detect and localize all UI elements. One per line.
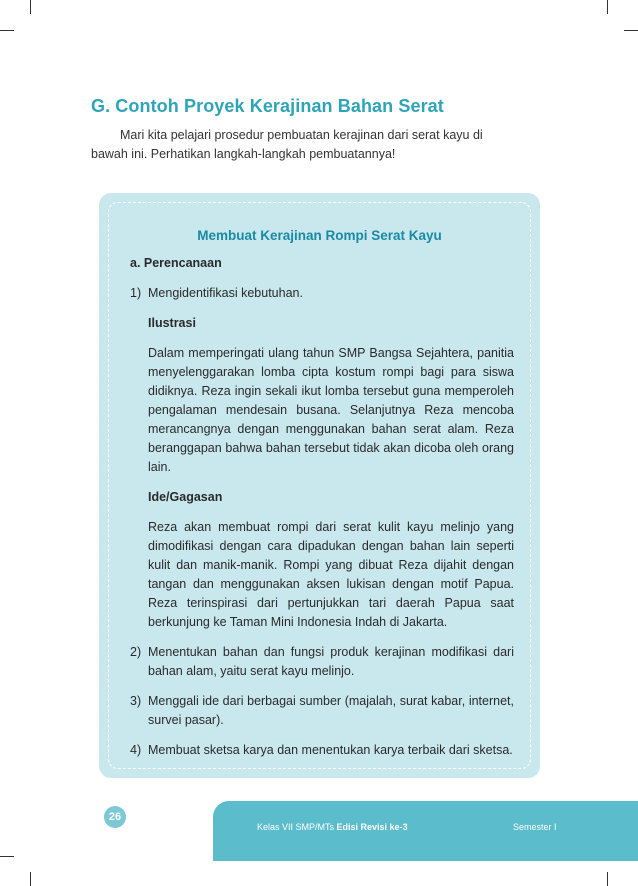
box-title: Membuat Kerajinan Rompi Serat Kayu <box>197 228 442 243</box>
crop-mark <box>607 872 608 886</box>
section-heading: a. Perencanaan <box>130 256 222 270</box>
crop-mark <box>607 0 608 14</box>
item-text: Menentukan bahan dan fungsi produk kerajinan modifikasi dari bahan alam, yaitu serat kayu melinjo. <box>148 645 514 678</box>
list-item <box>130 692 514 730</box>
item-number: 4) <box>130 743 142 757</box>
box-content <box>130 254 514 771</box>
item-text: Membuat sketsa karya dan menentukan karya terbaik dari sketsa. <box>148 743 513 757</box>
footer-book-label <box>257 822 408 832</box>
list-item <box>130 741 514 760</box>
list-item <box>130 643 514 681</box>
intro-paragraph <box>91 126 511 164</box>
ilustrasi-text: Dalam memperingati ulang tahun SMP Bangsa Sejahtera, panitia menyelenggarakan lomba cipta kostum rompi bagi para siswa didiknya. Reza ingin sekali ikut lomba tersebut guna memperoleh pengalaman mendesain busana. Selanjutnya Reza mencoba merancangnya dengan menggunakan bahan serat alam. Reza beranggapan bahwa bahan tersebut tidak akan dicoba oleh orang lain. <box>148 346 514 474</box>
list-item <box>130 284 514 303</box>
book-label: Kelas VII SMP/MTs <box>257 822 337 832</box>
crop-mark <box>30 0 31 14</box>
item-text: Menggali ide dari berbagai sumber (majalah, surat kabar, internet, survei pasar). <box>148 694 514 727</box>
intro-line: Mari kita pelajari prosedur pembuatan kerajinan dari serat kayu di <box>120 128 483 142</box>
section-title: G. Contoh Proyek Kerajinan Bahan Serat <box>91 96 444 116</box>
edition-label: Edisi Revisi ke-3 <box>336 822 408 832</box>
semester-label: Semester I <box>513 822 557 832</box>
crop-mark <box>0 30 14 31</box>
intro-line: bawah ini. Perhatikan langkah-langkah pembuatannya! <box>91 147 396 161</box>
item-number: 3) <box>130 694 142 708</box>
crop-mark <box>0 856 14 857</box>
ide-text: Reza akan membuat rompi dari serat kulit kayu melinjo yang dimodifikasi dengan cara dipadukan dengan bahan lain seperti kulit dan manik-manik. Rompi yang dibuat Reza dijahit dengan tangan dan menggunakan aksen lukisan dengan motif Papua. Reza terinspirasi dari pertunjukkan tari daerah Papua saat berkunjung ke Taman Mini Indonesia Indah di Jakarta. <box>148 520 514 629</box>
crop-mark <box>30 872 31 886</box>
page-number: 26 <box>104 806 126 828</box>
item-number: 1) <box>130 286 142 300</box>
item-text: Mengidentifikasi kebutuhan. <box>148 286 303 300</box>
ide-heading: Ide/Gagasan <box>148 490 223 504</box>
crop-mark <box>624 30 638 31</box>
ilustrasi-heading: Ilustrasi <box>148 316 196 330</box>
item-number: 2) <box>130 645 142 659</box>
